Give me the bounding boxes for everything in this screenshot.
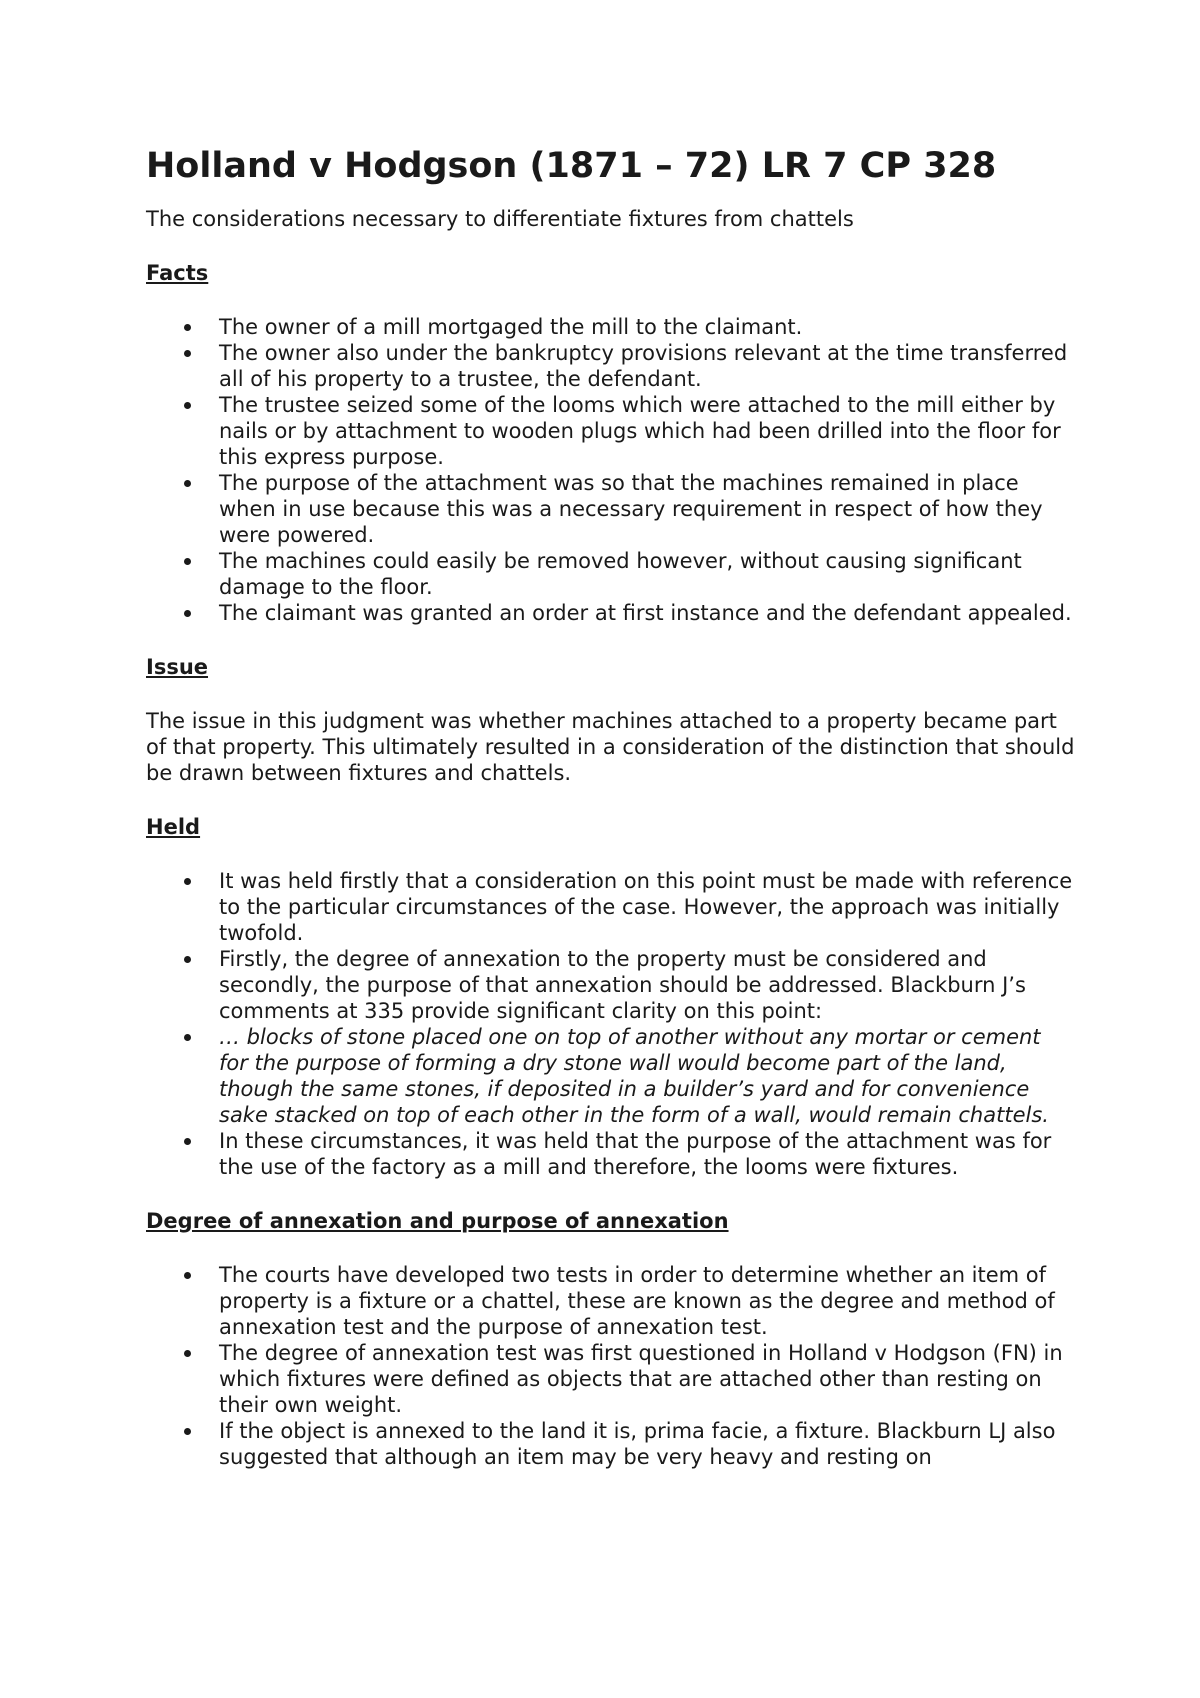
issue-heading: Issue bbox=[146, 655, 209, 679]
list-item: If the object is annexed to the land it is, prima facie, a fixture. Blackburn LJ also suggested that although an item may be very heavy and resting on bbox=[146, 1418, 1076, 1470]
bullet-icon bbox=[184, 610, 191, 617]
held-heading: Held bbox=[146, 815, 201, 839]
annexation-list bbox=[146, 1262, 1076, 1470]
bullet-icon bbox=[184, 1428, 191, 1435]
list-item: The courts have developed two tests in order to determine whether an item of property is a fixture or a chattel, these are known as the degree and method of annexation test and the purpose of annexation test. bbox=[146, 1262, 1076, 1340]
bullet-icon bbox=[184, 324, 191, 331]
document-page bbox=[146, 140, 1076, 1470]
list-item: The owner of a mill mortgaged the mill to the claimant. bbox=[146, 314, 1076, 340]
bullet-icon bbox=[184, 1034, 191, 1041]
document-subtitle: The considerations necessary to differentiate fixtures from chattels bbox=[146, 207, 854, 231]
list-item: The claimant was granted an order at first instance and the defendant appealed. bbox=[146, 600, 1076, 626]
document-title: Holland v Hodgson (1871 – 72) LR 7 CP 328 bbox=[146, 146, 997, 186]
annexation-heading: Degree of annexation and purpose of annexation bbox=[146, 1209, 729, 1233]
quote-list-item: … blocks of stone placed one on top of another without any mortar or cement for the purpose of forming a dry stone wall would become part of the land, though the same stones, if deposited in a builder’s yard and for convenience sake stacked on top of each other in the form of a wall, would remain chattels. bbox=[146, 1024, 1076, 1128]
held-list bbox=[146, 868, 1076, 1180]
list-item: The owner also under the bankruptcy provisions relevant at the time transferred all of his property to a trustee, the defendant. bbox=[146, 340, 1076, 392]
list-item: Firstly, the degree of annexation to the property must be considered and secondly, the purpose of that annexation should be addressed. Blackburn J’s comments at 335 provide significant clarity on this point: bbox=[146, 946, 1076, 1024]
list-item: In these circumstances, it was held that the purpose of the attachment was for the use of the factory as a mill and therefore, the looms were fixtures. bbox=[146, 1128, 1076, 1180]
facts-heading: Facts bbox=[146, 261, 209, 285]
list-item: It was held firstly that a consideration on this point must be made with reference to the particular circumstances of the case. However, the approach was initially twofold. bbox=[146, 868, 1076, 946]
bullet-icon bbox=[184, 1138, 191, 1145]
list-item: The degree of annexation test was first questioned in Holland v Hodgson (FN) in which fixtures were defined as objects that are attached other than resting on their own weight. bbox=[146, 1340, 1076, 1418]
list-item: The purpose of the attachment was so that the machines remained in place when in use because this was a necessary requirement in respect of how they were powered. bbox=[146, 470, 1076, 548]
bullet-icon bbox=[184, 558, 191, 565]
bullet-icon bbox=[184, 1350, 191, 1357]
list-item: The machines could easily be removed however, without causing significant damage to the floor. bbox=[146, 548, 1076, 600]
list-item: The trustee seized some of the looms which were attached to the mill either by nails or by attachment to wooden plugs which had been drilled into the floor for this express purpose. bbox=[146, 392, 1076, 470]
bullet-icon bbox=[184, 402, 191, 409]
bullet-icon bbox=[184, 350, 191, 357]
bullet-icon bbox=[184, 1272, 191, 1279]
bullet-icon bbox=[184, 480, 191, 487]
facts-list bbox=[146, 314, 1076, 626]
issue-paragraph: The issue in this judgment was whether machines attached to a property became part of that property. This ultimately resulted in a consideration of the distinction that should be drawn between fixtures and chattels. bbox=[146, 709, 1075, 785]
bullet-icon bbox=[184, 878, 191, 885]
bullet-icon bbox=[184, 956, 191, 963]
